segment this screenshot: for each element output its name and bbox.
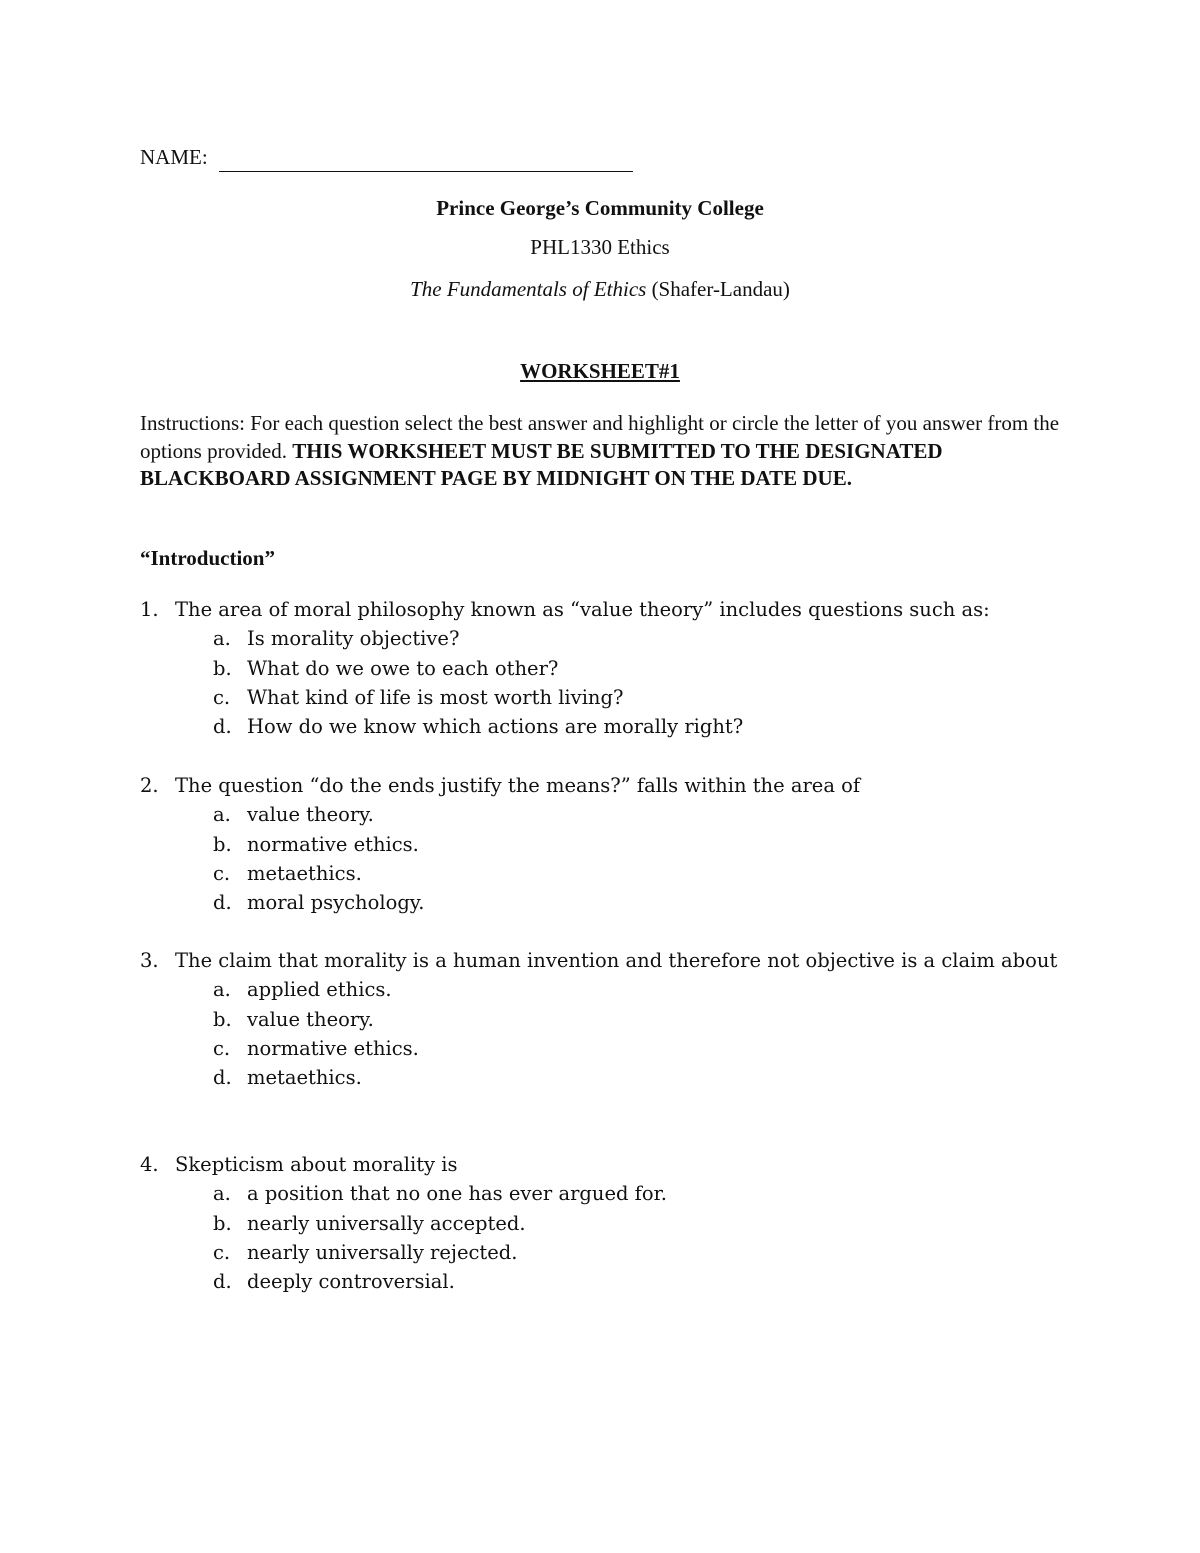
option-3d[interactable] [140,1063,1060,1092]
option-text: metaethics. [247,861,362,885]
option-1c[interactable] [140,683,1060,712]
question-text: The area of moral philosophy known as “value theory” includes questions such as: [175,598,990,621]
name-field-row [140,142,633,172]
option-3b[interactable] [140,1005,1060,1034]
question-1 [140,595,1060,741]
option-4d[interactable] [140,1267,1060,1296]
question-number: 1. [140,598,159,621]
question-stem [140,771,1060,800]
question-text: The question “do the ends justify the means?” falls within the area of [175,774,861,797]
option-4b[interactable] [140,1209,1060,1238]
option-letter: a. [213,627,231,651]
option-text: a position that no one has ever argued for. [247,1182,668,1206]
worksheet-title: WORKSHEET#1 [520,359,680,383]
option-letter: c. [213,1240,231,1264]
option-text: metaethics. [247,1066,362,1090]
section-heading: “Introduction” [140,546,275,570]
name-blank-line [219,151,633,172]
textbook-author: (Shafer-Landau) [646,277,790,301]
option-3a[interactable] [140,975,1060,1004]
option-text: What kind of life is most worth living? [247,685,624,709]
option-letter: d. [213,891,232,915]
option-letter: b. [213,1211,232,1235]
instructions-text: Instructions: For each question select the best answer and highlight or circle the letter of you answer from the options provided. [140,411,1060,463]
instructions-paragraph [140,410,1060,493]
course-title: PHL1330 Ethics [530,235,670,259]
option-letter: c. [213,685,231,709]
option-letter: a. [213,803,231,827]
option-text: Is morality objective? [247,627,460,651]
option-text: nearly universally rejected. [247,1240,518,1264]
option-2d[interactable] [140,888,1060,917]
college-name: Prince George’s Community College [436,196,764,220]
question-2 [140,771,1060,917]
option-letter: d. [213,1270,232,1294]
option-2b[interactable] [140,830,1060,859]
name-label: NAME: [140,145,208,169]
question-3 [140,946,1060,1092]
question-text: The claim that morality is a human invention and therefore not objective is a claim about [175,949,1058,972]
option-4c[interactable] [140,1238,1060,1267]
option-1a[interactable] [140,624,1060,653]
question-number: 3. [140,949,159,972]
instructions-emphasis: THIS WORKSHEET MUST BE SUBMITTED TO THE DESIGNATED BLACKBOARD ASSIGNMENT PAGE BY MIDNIGHT ON THE DATE DUE. [140,438,943,490]
option-letter: d. [213,715,232,739]
option-2a[interactable] [140,800,1060,829]
option-text: applied ethics. [247,978,392,1002]
option-text: normative ethics. [247,1036,419,1060]
question-text: Skepticism about morality is [175,1153,458,1176]
question-4 [140,1150,1060,1296]
option-text: moral psychology. [247,891,425,915]
option-letter: c. [213,1036,231,1060]
option-letter: a. [213,1182,231,1206]
option-2c[interactable] [140,859,1060,888]
option-text: nearly universally accepted. [247,1211,526,1235]
option-text: What do we owe to each other? [247,656,559,680]
option-letter: d. [213,1066,232,1090]
option-letter: b. [213,832,232,856]
question-stem [140,946,1060,975]
option-letter: a. [213,978,231,1002]
question-number: 4. [140,1153,159,1176]
option-text: value theory. [247,1007,374,1031]
question-number: 2. [140,774,159,797]
option-text: normative ethics. [247,832,419,856]
option-text: value theory. [247,803,374,827]
textbook-citation [0,274,1200,304]
option-3c[interactable] [140,1034,1060,1063]
question-stem [140,595,1060,624]
question-stem [140,1150,1060,1179]
option-letter: b. [213,656,232,680]
option-text: How do we know which actions are morally right? [247,715,744,739]
option-text: deeply controversial. [247,1270,455,1294]
option-1d[interactable] [140,712,1060,741]
option-letter: b. [213,1007,232,1031]
option-1b[interactable] [140,654,1060,683]
textbook-title: The Fundamentals of Ethics [410,277,647,301]
option-4a[interactable] [140,1179,1060,1208]
option-letter: c. [213,861,231,885]
